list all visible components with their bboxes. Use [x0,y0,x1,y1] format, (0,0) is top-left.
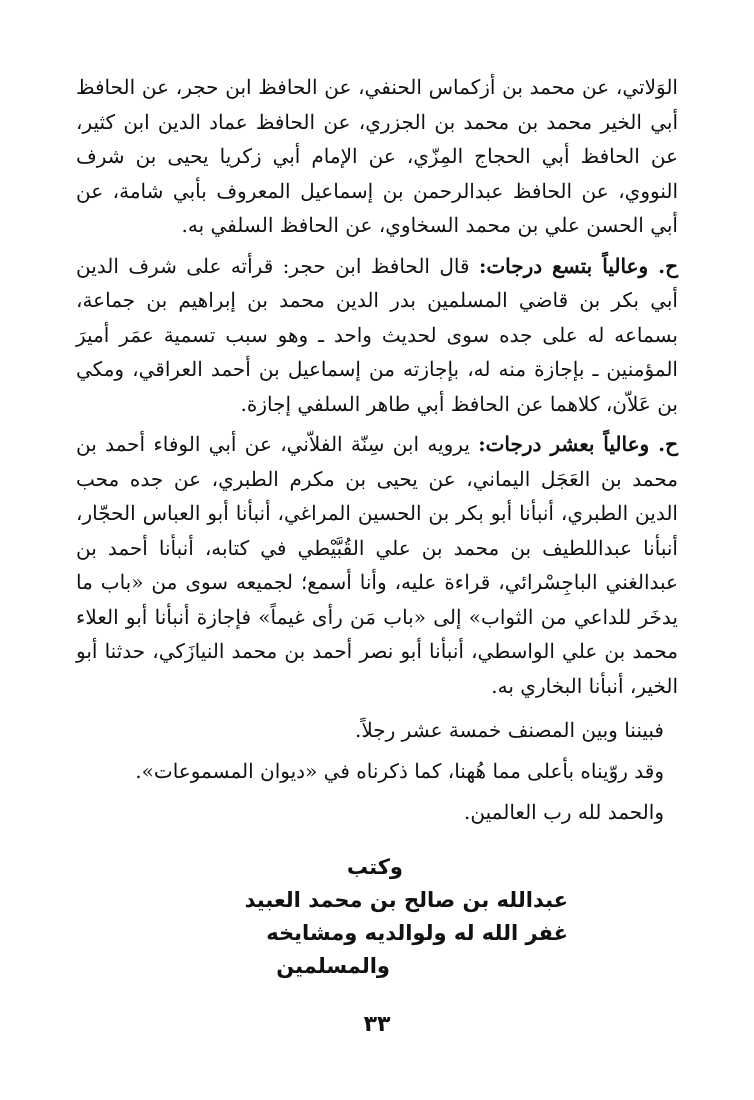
paragraph-lead: ح. وعالياً بتسع درجات: [478,253,678,278]
paragraph-chain-1 [76,70,678,243]
closing-line: وقد روّيناه بأعلى مما هُهنا، كما ذكرناه في «ديوان المسموعات». [135,759,664,783]
closing-lines [76,713,678,829]
paragraph-text: الوَلاتي، عن محمد بن أزكماس الحنفي، عن الحافظ ابن حجر، عن الحافظ أبي الخير محمد بن محمد بن الجزري، عن الحافظ عماد الدين ابن كثير، عن الحافظ أبي الحجاج المِزّي، عن الإمام أبي زكريا يحيى بن شرف النووي، عن الحافظ عبدالرحمن بن إسماعيل المعروف بأبي شامة، عن أبي الحسن علي بن محمد السخاوي، عن الحافظ السلفي به. [76,75,679,237]
signature-line: وكتب [346,855,403,879]
paragraph-text: قال الحافظ ابن حجر: قرأته على شرف الدين أبي بكر بن قاضي المسلمين بدر الدين محمد بن إبراهيم بن جماعة، بسماعه له على جده سوى لحديث واحد ـ وهو سبب تسمية عمَر أميرَ المؤمنين ـ بإجازة منه له، بإجازته من إسماعيل بن أحمد العراقي، ومكي بن عَلاّن، كلاهما عن الحافظ أبي طاهر السلفي إجازة. [76,253,678,416]
signature-block [76,851,678,983]
paragraph-text: يرويه ابن سِنّة الفلاّني، عن أبي الوفاء أحمد بن محمد بن العَجَل اليماني، عن يحيى بن مكرم الطبري، عن جده محب الدين الطبري، أنبأنا أبو بكر بن الحسين المراغي، أنبأنا أبو العباس الحجّار، أنبأنا عبداللطيف بن محمد بن علي القُبَّيْطي في كتابه، أنبأنا أحمد بن عبدالغني الباجِسْرائي، قراءة عليه، وأنا أسمع؛ لجميعه سوى من «باب ما يدخَر للداعي من الثواب» إلى «باب مَن رأى غيماً» فإجازة أنبأنا أبو العلاء محمد بن علي الواسطي، أنبأنا أبو نصر أحمد بن محمد النيازَكي، حدثنا أبو الخير، أنبأنا البخاري به. [76,432,678,698]
signature-line: والمسلمين [276,954,390,978]
page-number: ٣٣ [363,1012,391,1037]
paragraph-chain-3 [76,427,678,703]
body-text [76,70,678,703]
closing-line: فبيننا وبين المصنف خمسة عشر رجلاً. [355,718,664,742]
paragraph-lead: ح. وعالياً بعشر درجات: [478,432,678,456]
signature-line: غفر الله له ولوالديه ومشايخه [266,921,568,945]
closing-line: والحمد لله رب العالمين. [464,800,664,824]
signature-line: عبدالله بن صالح بن محمد العبيد [244,888,568,912]
paragraph-chain-2 [76,249,678,422]
